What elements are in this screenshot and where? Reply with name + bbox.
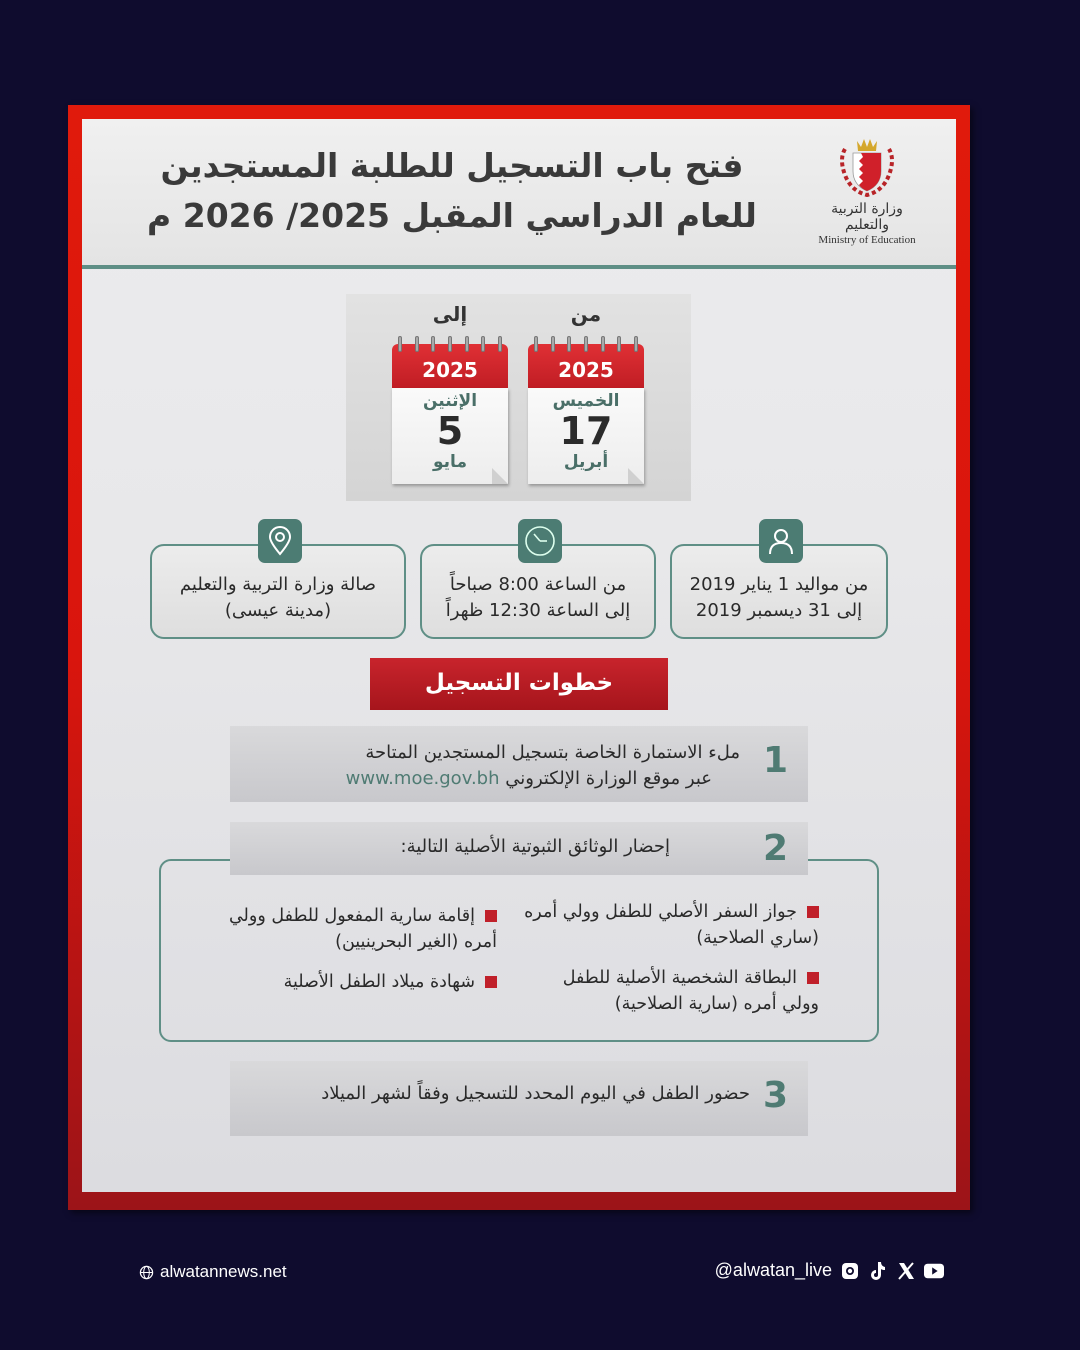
ministry-logo	[807, 135, 927, 245]
document-passport-line-1: جواز السفر الأصلي للطفل وولي أمره	[524, 902, 797, 922]
footer-website[interactable]	[136, 1262, 287, 1282]
social-handle[interactable]: @alwatan_live	[714, 1260, 832, 1280]
calendar-from-month: أبريل	[563, 452, 609, 472]
step-2	[230, 822, 808, 875]
bahrain-emblem-icon	[837, 135, 897, 197]
info-hours-text	[422, 572, 654, 624]
title-line-1: فتح باب التسجيل للطلبة المستجدين	[160, 146, 744, 185]
info-birth-line-2: إلى 31 ديسمبر 2019	[695, 600, 863, 621]
step-1	[230, 726, 808, 802]
info-box-location	[150, 544, 406, 639]
website-text: alwatannews.net	[160, 1262, 287, 1281]
calendar-from	[528, 336, 644, 486]
calendar-rings-icon	[534, 336, 638, 354]
document-passport-line-2: (ساري الصلاحية)	[696, 928, 819, 948]
poster-title	[142, 141, 762, 241]
step-1-line-2-text: عبر موقع الوزارة الإلكتروني	[505, 768, 712, 789]
document-id-line-1: البطاقة الشخصية الأصلية للطفل	[562, 968, 797, 988]
location-pin-icon	[258, 519, 302, 563]
document-birth-line-1: شهادة ميلاد الطفل الأصلية	[283, 972, 475, 992]
footer-social	[715, 1260, 944, 1281]
info-birth-line-1: من مواليد 1 يناير 2019	[689, 574, 869, 595]
calendar-to-year: 2025	[392, 344, 508, 388]
document-item-id-card	[563, 965, 819, 1017]
info-hours-line-1: من الساعة 8:00 صباحاً	[449, 574, 627, 595]
step-1-line-2	[346, 766, 740, 792]
ministry-name-arabic: وزارة التربية والتعليم	[831, 201, 903, 233]
globe-icon	[136, 1262, 156, 1282]
document-residence-line-1: إقامة سارية المفعول للطفل وولي	[228, 906, 475, 926]
info-hours-line-2: إلى الساعة 12:30 ظهراً	[445, 600, 631, 621]
poster-header	[82, 119, 956, 269]
bullet-square-icon	[485, 910, 497, 922]
calendar-to	[392, 336, 508, 486]
info-box-hours	[420, 544, 656, 639]
calendar-from-year: 2025	[528, 344, 644, 388]
step-1-number: 1	[762, 740, 788, 781]
poster-card	[82, 119, 956, 1192]
info-location-line-2: (مدينة عيسى)	[224, 600, 332, 621]
step-3-number: 3	[762, 1075, 788, 1116]
bullet-square-icon	[485, 976, 497, 988]
step-3-text: حضور الطفل في اليوم المحدد للتسجيل وفقاً لشهر الميلاد	[321, 1083, 750, 1104]
bullet-square-icon	[807, 972, 819, 984]
step-1-line-1: ملء الاستمارة الخاصة بتسجيل المستجدين المتاحة	[365, 742, 740, 763]
x-icon[interactable]	[896, 1261, 916, 1281]
youtube-icon[interactable]	[924, 1261, 944, 1281]
instagram-icon[interactable]	[840, 1261, 860, 1281]
step-2-text: إحضار الوثائق الثبوتية الأصلية التالية:	[400, 836, 670, 857]
from-label: من	[570, 302, 602, 326]
steps-title: خطوات التسجيل	[370, 658, 668, 710]
ministry-name-english: Ministry of Education	[818, 234, 916, 246]
info-box-birth-dates	[670, 544, 888, 639]
clock-icon	[518, 519, 562, 563]
document-item-residence	[229, 903, 497, 955]
tiktok-icon[interactable]	[868, 1261, 888, 1281]
document-item-birth-certificate	[284, 969, 497, 995]
calendar-from-page	[528, 388, 644, 484]
date-range-panel	[346, 294, 691, 501]
info-birth-text	[672, 572, 886, 624]
info-location-line-1: صالة وزارة التربية والتعليم	[179, 574, 377, 595]
to-label: إلى	[432, 302, 468, 326]
moe-website-link[interactable]: www.moe.gov.bh	[345, 768, 500, 789]
person-icon	[759, 519, 803, 563]
calendar-to-day: 5	[436, 409, 464, 453]
calendar-to-month: مايو	[433, 452, 467, 472]
step-1-text	[346, 740, 740, 792]
step-3	[230, 1061, 808, 1136]
calendar-from-day: 17	[559, 409, 613, 453]
calendar-rings-icon	[398, 336, 502, 354]
document-item-passport	[524, 899, 819, 951]
calendar-to-weekday: الإثنين	[422, 391, 478, 411]
document-residence-line-2: أمره (الغير البحرينيين)	[335, 932, 497, 952]
calendar-to-page	[392, 388, 508, 484]
document-id-line-2: وولي أمره (سارية الصلاحية)	[614, 994, 819, 1014]
step-2-number: 2	[762, 828, 788, 869]
documents-box	[159, 859, 879, 1042]
info-location-text	[152, 572, 404, 624]
title-line-2: للعام الدراسي المقبل 2025/ 2026 م	[147, 196, 757, 235]
bullet-square-icon	[807, 906, 819, 918]
calendar-from-weekday: الخميس	[552, 391, 620, 411]
